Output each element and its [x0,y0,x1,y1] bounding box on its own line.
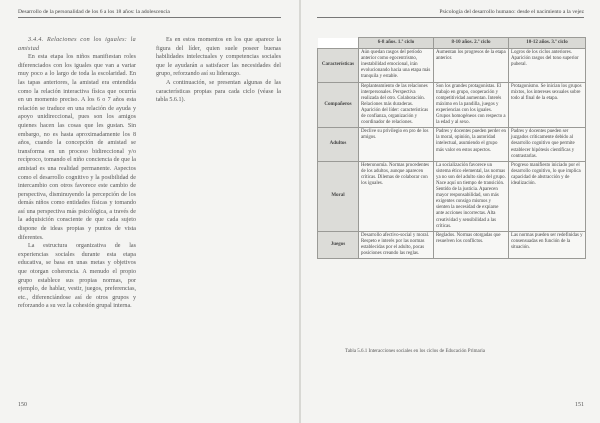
table-cell: Aumentan los progresos de la etapa anterior. [434,49,509,82]
right-page [301,0,600,423]
table-corner [318,38,359,49]
table-row [318,82,586,128]
table-cell: Replanteamiento de las relaciones interpersonales. Perspectiva realizada del otro. Colaboración. Relaciones más duraderas. Aparición del líder: características de confianza, organización y coordinador de relaciones. [359,82,434,128]
table-row [318,231,586,258]
table-cell: Heteronomía. Normas procedentes de los adultos, aunque aparecen críticas. Dilemas de colaborar con los iguales. [359,161,434,231]
left-page [0,0,299,423]
table-row [318,128,586,161]
row-header: Juegos [318,231,359,258]
table-header-row [318,38,586,49]
paragraph: Es en estos momentos en los que aparece la figura del líder, quien suele poseer buenas habilidades intelectuales y competencias sociales que le ayudarán a satisfacer las necesidades del grupo, reforzando así su liderazgo. [156,37,281,78]
table-cell: Padres y docentes pueden perder en la moral, opinión, la autoridad intelectual, asumiendo el grupo más valor en estos aspectos. [434,128,509,161]
page-number: 151 [575,402,584,408]
table-row [318,49,586,82]
column-header: 6-8 años. 1.º ciclo [359,38,434,49]
table-cell: La socialización favorece un sistema ético elemental, las normas ya no son del adulto sino del grupo. Nace aquí un tiempo de transición. Sentido de la justicia. Aparecen mayor responsabilidad, son más exigentes consigo mismos y sienten la necesidad de expiarse ante acciones incorrectas. Alta creatividad y sensibilidad a las críticas. [434,161,509,231]
header-rule [317,17,584,18]
table-cell: Protagonismo. Se inician los grupos mixtos, los intereses sexuales sobre todo al final de la etapa. [509,82,586,128]
table-cell: Padres y docentes pueden ser juzgados críticamente debido al desarrollo cognitivo que permite establecer hipótesis científicas y contrastarlas. [509,128,586,161]
table-caption: Tabla 5.6.1 Interacciones sociales en los ciclos de Educación Primaria [345,349,486,354]
table-cell: Las normas pueden ser redefinidas y consensuadas en función de la situación. [509,231,586,258]
paragraph: A continuación, se presentan algunas de las características propias para cada ciclo (véase la tabla 5.6.1). [156,79,281,104]
text-column-2 [156,36,281,105]
paragraph: La estructura organizativa de las experiencias sociales durante esta etapa educativa, se basa en unas metas y objetivos que otorgan coherencia. A menudo el propio grupo establece sus propias normas, por ejemplo, de hablar, vestir, juegos, preferencias, etc., diferenciándose así de otros grupos y reforzando a su vez la cohesión grupal interna. [18,243,136,310]
row-header: Adultos [318,128,359,161]
table-cell: Son los grandes protagonistas. El trabajo en grupo, cooperación y competitividad aumentan. Interés máximo en la pandilla, juegos y experiencias con los iguales. Grupos homogéneos con respecto a la edad y al sexo. [434,82,509,128]
row-header: Características [318,49,359,82]
row-header: Compañeros [318,82,359,128]
column-header: 8-10 años. 2.º ciclo [434,38,509,49]
table-cell: Logros de los ciclos anteriores. Aparición rasgos del tono superior puberal. [509,49,586,82]
table-row [318,161,586,231]
row-header: Moral [318,161,359,231]
table-cell: Declive su privilegio en pro de los amigos. [359,128,434,161]
table-cell: Aún quedan rasgos del período anterior como egocentrismo, inestabilidad emocional, irán evolucionando hacia una etapa más tranquila y estable. [359,49,434,82]
table-cell: Progreso manifiesto iniciado por el desarrollo cognitivo, lo que implica capacidad de abstracción y de idealización. [509,161,586,231]
header-rule [18,17,281,18]
section-title: 3.4.4. Relaciones con los iguales: la amistad [18,37,136,52]
text-column-1 [18,36,136,311]
page-number: 150 [18,402,27,408]
paragraph: En esta etapa los niños manifiestan roles diferenciados con los iguales que van a variar muy poco a lo largo de toda la escolaridad. En las tapas anteriores, la amistad era entendida como la relación interactiva física que ocurría en un momento preciso. A los 6 o 7 años esta relación se traduce en una relación de ayuda y apoyo unidireccional, pues son los amigos quienes hacen las cosas que les gustan. Sin embargo, no es hasta aproximadamente los 8 años, cuando la concepción de amistad se transforma en un proceso bidireccional y/o recíproco, tomando el niño conciencia de que la amistad es una realidad permanente. Aspectos como el desarrollo cognitivo y la posibilidad de intercambio con otros favorece este cambio de perspectiva, disminuyendo la percepción de los demás niños como entidades físicas y tomando así una perspectiva más psicológica, a través de la adquisición consciente de que cada sujeto dispone de ideas propias y puntos de vista diferentes. [18,54,136,241]
column-header: 10-12 años. 3.º ciclo [509,38,586,49]
running-head: Desarrollo de la personalidad de los 6 a los 18 años: la adolescencia [18,9,170,15]
table-cell: Reglados. Normas otorgadas que resuelven los conflictos. [434,231,509,258]
interactions-table [317,37,586,259]
table-cell: Desarrollo afectivo-social y moral. Respeto e interés por las normas establecidas por el adulto, pocas posiciones creando las reglas. [359,231,434,258]
running-head: Psicología del desarrollo humano: desde el nacimiento a la vejez [439,9,584,15]
